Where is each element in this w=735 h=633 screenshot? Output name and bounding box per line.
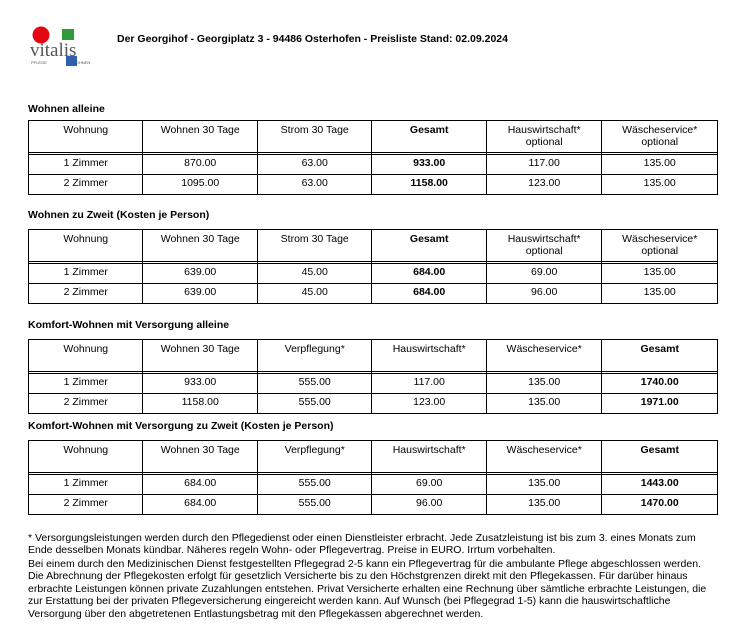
vitalis-logo-graphic <box>28 26 92 72</box>
table-cell: 2 Zimmer <box>29 495 143 515</box>
table-cell: 684.00 <box>372 284 486 304</box>
table-cell: 684.00 <box>143 495 257 515</box>
table-cell: 1443.00 <box>602 475 718 495</box>
table-cell: 135.00 <box>602 175 718 195</box>
table-cell: 123.00 <box>486 175 602 195</box>
header-line: optional <box>641 245 679 257</box>
header-cell: Hauswirtschaft* <box>372 441 486 473</box>
header-cell: Strom 30 Tage <box>257 230 371 262</box>
table-cell: 96.00 <box>372 495 486 515</box>
section-title-wohnen-alleine: Wohnen alleine <box>28 103 105 115</box>
table-cell: 1 Zimmer <box>29 374 143 394</box>
page-title: Der Georgihof - Georgiplatz 3 - 94486 Osterhofen - Preisliste Stand: 02.09.2024 <box>117 33 508 45</box>
header-cell: Strom 30 Tage <box>257 121 371 153</box>
table-cell: 69.00 <box>486 264 602 284</box>
header-cell: Gesamt <box>602 441 718 473</box>
header-cell <box>486 230 602 262</box>
logo-text: vitalis <box>30 40 77 61</box>
table-cell: 135.00 <box>486 495 602 515</box>
logo-sub-right: WOHNEN <box>72 60 91 65</box>
table-header-row <box>29 340 718 372</box>
table-cell: 639.00 <box>143 264 257 284</box>
table-cell: 1095.00 <box>143 175 257 195</box>
table-cell: 135.00 <box>486 475 602 495</box>
table-cell: 45.00 <box>257 264 371 284</box>
table-cell: 1470.00 <box>602 495 718 515</box>
table-cell: 555.00 <box>257 495 371 515</box>
header-cell: Hauswirtschaft* <box>372 340 486 372</box>
header-line: Hauswirtschaft* <box>507 124 581 136</box>
table-cell: 639.00 <box>143 284 257 304</box>
table-cell: 933.00 <box>143 374 257 394</box>
table-cell: 117.00 <box>372 374 486 394</box>
table-header-row <box>29 230 718 262</box>
header-cell: Verpflegung* <box>257 340 371 372</box>
price-table-wohnen-alleine <box>28 120 718 195</box>
table-cell: 1740.00 <box>602 374 718 394</box>
vitalis-logo <box>28 26 92 72</box>
logo-sub-left: PFLEGE <box>31 60 47 65</box>
table-row <box>29 155 718 175</box>
header-cell: Wohnen 30 Tage <box>143 340 257 372</box>
table-cell: 117.00 <box>486 155 602 175</box>
header-line: Hauswirtschaft* <box>507 233 581 245</box>
table-cell: 135.00 <box>602 264 718 284</box>
table-cell: 1 Zimmer <box>29 475 143 495</box>
table-cell: 2 Zimmer <box>29 394 143 414</box>
table-cell: 69.00 <box>372 475 486 495</box>
table-cell: 1158.00 <box>372 175 486 195</box>
table-cell: 555.00 <box>257 374 371 394</box>
table-cell: 684.00 <box>143 475 257 495</box>
table-cell: 135.00 <box>602 284 718 304</box>
header-cell: Verpflegung* <box>257 441 371 473</box>
table-cell: 555.00 <box>257 475 371 495</box>
table-cell: 2 Zimmer <box>29 284 143 304</box>
table-cell: 135.00 <box>602 155 718 175</box>
table-row <box>29 495 718 515</box>
header-line: Wäscheservice* <box>622 233 698 245</box>
section-title-wohnen-zu-zweit: Wohnen zu Zweit (Kosten je Person) <box>28 209 210 221</box>
header-cell: Wohnung <box>29 340 143 372</box>
header-line: Wäscheservice* <box>622 124 698 136</box>
price-table-komfort-zu-zweit <box>28 440 718 515</box>
header-cell <box>602 121 718 153</box>
section-title-komfort-zu-zweit: Komfort-Wohnen mit Versorgung zu Zweit (Kosten je Person) <box>28 420 334 432</box>
section-title-komfort-alleine: Komfort-Wohnen mit Versorgung alleine <box>28 319 230 331</box>
header-cell: Wohnung <box>29 441 143 473</box>
header-cell: Gesamt <box>372 230 486 262</box>
table-cell: 870.00 <box>143 155 257 175</box>
table-cell: 933.00 <box>372 155 486 175</box>
table-cell: 1971.00 <box>602 394 718 414</box>
header-cell: Wohnung <box>29 230 143 262</box>
header-cell <box>486 121 602 153</box>
table-cell: 1 Zimmer <box>29 155 143 175</box>
table-cell: 123.00 <box>372 394 486 414</box>
table-cell: 135.00 <box>486 374 602 394</box>
header-cell <box>602 230 718 262</box>
table-row <box>29 284 718 304</box>
header-line: optional <box>525 245 563 257</box>
table-cell: 1158.00 <box>143 394 257 414</box>
header-cell: Wäscheservice* <box>486 441 602 473</box>
header-cell: Wohnen 30 Tage <box>143 441 257 473</box>
table-cell: 96.00 <box>486 284 602 304</box>
table-cell: 45.00 <box>257 284 371 304</box>
table-cell: 684.00 <box>372 264 486 284</box>
header-cell: Gesamt <box>372 121 486 153</box>
footnote-pflegevertrag: Bei einem durch den Medizinischen Dienst festgestellten Pflegegrad 2-5 kann ein Pflegevertrag für die ambulante Pflege abgeschlossen werden. Die Abrechnung der Pflegekosten erfolgt für gesetzlich Versicherte bis zu den Höchstgrenzen direkt mit den Pflegekassen. Für darüber hinaus erbrachte Leistungen können private Zuzahlungen entstehen. Privat Versicherte erhalten eine Rechnung über sämtliche erbrachte Leistungen, die zur Erstattung bei der privaten Pflegeversicherung eingereicht werden kann. Auf Wunsch (bei Pflegegrad 1-5) kann die hauswirtschaftliche Versorgung über den abgetretenen Entlastungsbetrag mit den Pflegekassen abgerechnet werden. <box>28 558 707 620</box>
footnote-versorgung: * Versorgungsleistungen werden durch den Pflegedienst oder einen Dienstleister erbracht. Jede Zusatzleistung ist bis zum 3. eines Monats zum Ende desselben Monats kündbar. Näheres regeln Wohn- oder Pflegevertrag. Preise in EURO. Irrtum vorbehalten. <box>28 532 696 557</box>
price-table-wohnen-zu-zweit <box>28 229 718 304</box>
table-header-row <box>29 441 718 473</box>
table-row <box>29 374 718 394</box>
header-cell: Wohnen 30 Tage <box>143 230 257 262</box>
table-row <box>29 394 718 414</box>
logo-green-square <box>62 29 74 40</box>
header-cell: Wohnung <box>29 121 143 153</box>
header-line: optional <box>525 136 563 148</box>
table-row <box>29 175 718 195</box>
table-cell: 1 Zimmer <box>29 264 143 284</box>
table-cell: 63.00 <box>257 175 371 195</box>
header-cell: Wohnen 30 Tage <box>143 121 257 153</box>
table-cell: 135.00 <box>486 394 602 414</box>
table-row <box>29 475 718 495</box>
table-cell: 2 Zimmer <box>29 175 143 195</box>
table-cell: 63.00 <box>257 155 371 175</box>
header-cell: Gesamt <box>602 340 718 372</box>
table-cell: 555.00 <box>257 394 371 414</box>
price-table-komfort-alleine <box>28 339 718 414</box>
table-row <box>29 264 718 284</box>
header-line: optional <box>641 136 679 148</box>
header-cell: Wäscheservice* <box>486 340 602 372</box>
table-header-row <box>29 121 718 153</box>
